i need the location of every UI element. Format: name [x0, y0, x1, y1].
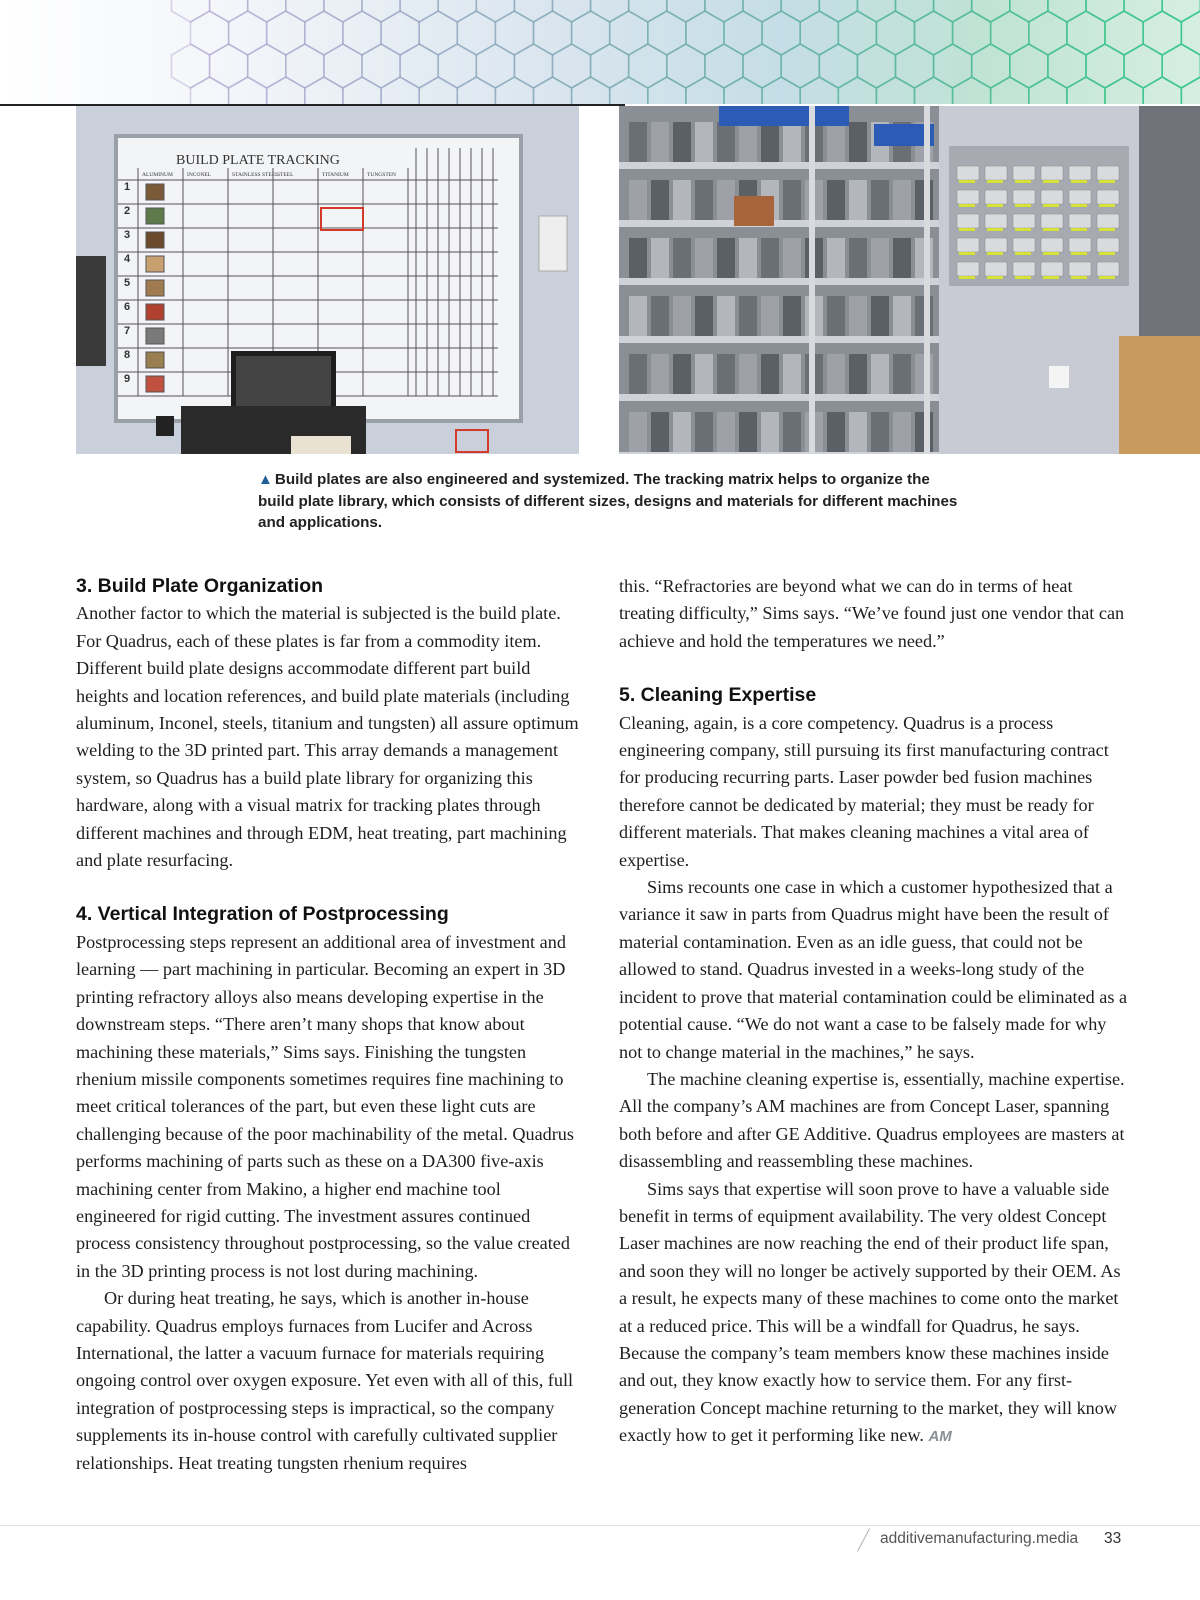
- paragraph: Sims recounts one case in which a customer hypothesized that a variance it saw in parts from Quadrus might have been the result of material contamination. Even as an idle guess, that could not be allowed to stand. Quadrus invested in a weeks-long study of the incident to prove that material contamination could be eliminated as a potential cause. “We do not want a case to be falsely made for why not to change material in the machines,” he says.: [619, 877, 1128, 1062]
- photo-build-plate-shelves: [619, 106, 1200, 454]
- am-end-logo-icon: AM: [928, 1428, 952, 1446]
- board-column-label: TITANIUM: [322, 172, 349, 178]
- photo-caption: [258, 469, 958, 534]
- hexagon-pattern: [0, 0, 1200, 104]
- section-heading-3: 3. Build Plate Organization: [76, 575, 324, 597]
- board-title: BUILD PLATE TRACKING: [176, 153, 340, 168]
- footer-site-url[interactable]: additivemanufacturing.media: [880, 1530, 1079, 1547]
- photo-build-plate-tracking-board: [76, 106, 579, 454]
- board-row-label: 2: [124, 205, 131, 217]
- section-heading-4: 4. Vertical Integration of Postprocessing: [76, 903, 449, 926]
- board-row-label: 4: [124, 253, 131, 265]
- board-row-label: 9: [124, 373, 131, 385]
- paragraph: [619, 1176, 1129, 1451]
- footer-slash: [857, 1528, 870, 1551]
- paragraph: Postprocessing steps represent an additional area of investment and learning — part machining in particular. Becoming an expert in 3D printing refractory alloys also means developing expertise in the downstream steps. “There aren’t many shops that know about machining these materials,” Sims says. Finishing the tungsten rhenium missile components sometimes requires fine machining to meet critical tolerances of the part, but even these light cuts are challenging because of the poor machinability of the metal. Quadrus performs machining of parts such as these on a DA300 five-axis machining center from Makino, a higher end machine tool engineered for rigid cutting. The investment assures continued process consistency throughout postprocessing, so the value created in the 3D printing process is not lost during machining.: [76, 931, 574, 1281]
- paragraph: Cleaning, again, is a core competency. Quadrus is a process engineering company, still pursuing its first manufacturing contract for producing recurring parts. Laser powder bed fusion machines therefore cannot be dedicated by material; they must be ready for different materials. That makes cleaning machines a vital area of expertise.: [619, 712, 1109, 870]
- board-row-label: 1: [124, 181, 131, 193]
- page-number: 33: [1104, 1530, 1122, 1547]
- paragraph: this. “Refractories are beyond what we can do in terms of heat treating difficulty,” Sims says. “We’ve found just one vendor that can achieve and hold the temperatures we need.”: [619, 576, 1125, 651]
- board-row-label: 3: [124, 229, 131, 241]
- paragraph: Or during heat treating, he says, which is another in-house capability. Quadrus employs furnaces from Lucifer and Across International, the latter a vacuum furnace for materials requiring ongoing control over oxygen exposure. Yet even with all of this, full integration of postprocessing steps is impractical, so the company supplements its in-house control with carefully cultivated supplier relationships. Heat treating tungsten rhenium requires: [76, 1288, 574, 1473]
- board-row-label: 5: [124, 277, 131, 289]
- footer-rule: [0, 1525, 1200, 1526]
- caption-text: Build plates are also engineered and systemized. The tracking matrix helps to organize the build plate library, which consists of different sizes, designs and materials for different machines and applications.: [258, 471, 958, 531]
- board-row-label: 8: [124, 349, 131, 361]
- paragraph: The machine cleaning expertise is, essentially, machine expertise. All the company’s AM machines are from Concept Laser, spanning both before and after GE Additive. Quadrus employees are masters at disassembling and reassembling these machines.: [619, 1068, 1125, 1172]
- board-column-label: STEEL: [277, 172, 294, 178]
- right-column: [619, 573, 1129, 1451]
- board-column-label: ALUMINUM: [142, 172, 173, 178]
- paragraph: Another factor to which the material is subjected is the build plate. For Quadrus, each of these plates is far from a commodity item. Different build plate designs accommodate different part build heights and location references, and build plate materials (including aluminum, Inconel, steels, titanium and tungsten) all assure optimum welding to the 3D printed part. This array demands a management system, so Quadrus has a build plate library for organizing this hardware, along with a visual matrix for tracking plates through different machines and through EDM, heat treating, part machining and plate resurfacing.: [76, 603, 579, 871]
- board-column-label: STAINLESS STEEL: [232, 172, 279, 178]
- section-heading-5: 5. Cleaning Expertise: [619, 684, 817, 707]
- board-column-label: INCONEL: [187, 172, 212, 178]
- left-column: [76, 573, 581, 1477]
- board-row-label: 7: [124, 325, 131, 337]
- paragraph-text: Sims says that expertise will soon prove to have a valuable side benefit in terms of equipment availability. The very oldest Concept Laser machines are now reaching the end of their product life span, and soon they will no longer be actively supported by their OEM. As a result, he expects many of these machines to come onto the market at a reduced price. This will be a windfall for Quadrus, he says. Because the company’s team members know these machines inside and out, they know exactly how to service them. For any first-generation Concept machine returning to the market, they will know exactly how to get it performing like new.: [619, 1178, 1121, 1446]
- header-band: [0, 0, 1200, 104]
- caption-triangle-icon: ▲: [258, 471, 273, 488]
- board-column-label: TUNGSTEN: [367, 172, 397, 178]
- board-row-label: 6: [124, 301, 131, 313]
